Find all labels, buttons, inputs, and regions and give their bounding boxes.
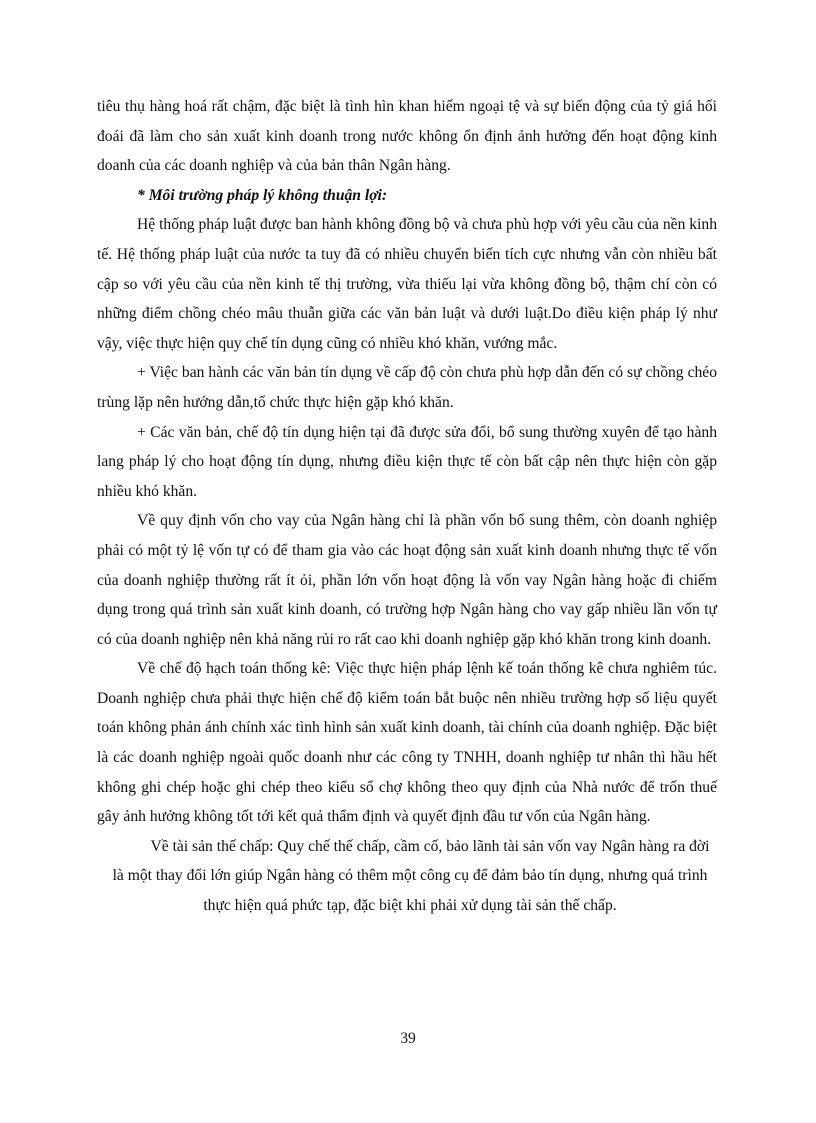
paragraph-1: tiêu thụ hàng hoá rất chậm, đặc biệt là tình hìn khan hiếm ngoại tệ và sự biến động của tỷ giá hối đoái đã làm cho sản xuất kinh doanh trong nước không ổn định ảnh hưởng đến hoạt động kinh doanh của các doanh nghiệp và của bản thân Ngân hàng.	[97, 98, 717, 175]
document-page	[97, 92, 717, 921]
paragraph-5: Về quy định vốn cho vay của Ngân hàng chỉ là phần vốn bổ sung thêm, còn doanh nghiệp phải có một tỷ lệ vốn tự có để tham gia vào các hoạt động sản xuất kinh doanh nhưng thực tế vốn của doanh nghiệp thường rất ít ỏi, phần lớn vốn hoạt động là vốn vay Ngân hàng hoặc đi chiếm dụng trong quá trình sản xuất kinh doanh, có trường hợp Ngân hàng cho vay gấp nhiều lần vốn tự có của doanh nghiệp nên khả năng rủi ro rất cao khi doanh nghiệp gặp khó khăn trong kinh doanh.	[97, 512, 717, 648]
paragraph-3: + Việc ban hành các văn bản tín dụng về cấp độ còn chưa phù hợp dẫn đến có sự chồng chéo trùng lặp nên hướng dẫn,tổ chức thực hiện gặp khó khăn.	[97, 364, 717, 411]
paragraph-7: Về tài sản thế chấp: Quy chế thế chấp, cầm cố, bảo lãnh tài sản vốn vay Ngân hàng ra đời là một thay đổi lớn giúp Ngân hàng có thêm một công cụ để đảm bảo tín dụng, nhưng quá trình thực hiện quá phức tạp, đặc biệt khi phải xử dụng tài sản thế chấp.	[112, 837, 710, 915]
page-number: 39	[400, 1030, 416, 1047]
paragraph-2: Hệ thống pháp luật được ban hành không đồng bộ và chưa phù hợp với yêu cầu của nền kinh tế. Hệ thống pháp luật của nước ta tuy đã có nhiều chuyển biến tích cực nhưng vẫn còn nhiều bất cập so với yêu cầu của nền kinh tế thị trường, vừa thiếu lại vừa không đồng bộ, thậm chí còn có những điểm chồng chéo mâu thuẫn giữa các văn bản luật và dưới luật.Do điều kiện pháp lý như vậy, việc thực hiện quy chế tín dụng cũng có nhiều khó khăn, vướng mắc.	[97, 216, 717, 352]
paragraph-6: Về chế độ hạch toán thống kê: Việc thực hiện pháp lệnh kế toán thống kê chưa nghiêm túc. Doanh nghiệp chưa phải thực hiện chế độ kiểm toán bắt buộc nên nhiều trường hợp số liệu quyết toán không phản ánh chính xác tình hình sản xuất kinh doanh, tài chính của doanh nghiệp. Đặc biệt là các doanh nghiệp ngoài quốc doanh như các công ty TNHH, doanh nghiệp tư nhân thì hầu hết không ghi chép hoặc ghi chép theo kiểu sổ chợ không theo quy định của Nhà nước để trốn thuế gây ảnh hưởng không tốt tới kết quả thẩm định và quyết định đầu tư vốn của Ngân hàng.	[97, 660, 717, 826]
paragraph-4: + Các văn bản, chế độ tín dụng hiện tại đã được sửa đổi, bổ sung thường xuyên để tạo hành lang pháp lý cho hoạt động tín dụng, nhưng điều kiện thực tế còn bất cập nên thực hiện còn gặp nhiều khó khăn.	[97, 423, 717, 500]
section-heading: * Môi trường pháp lý không thuận lợi:	[137, 186, 388, 204]
